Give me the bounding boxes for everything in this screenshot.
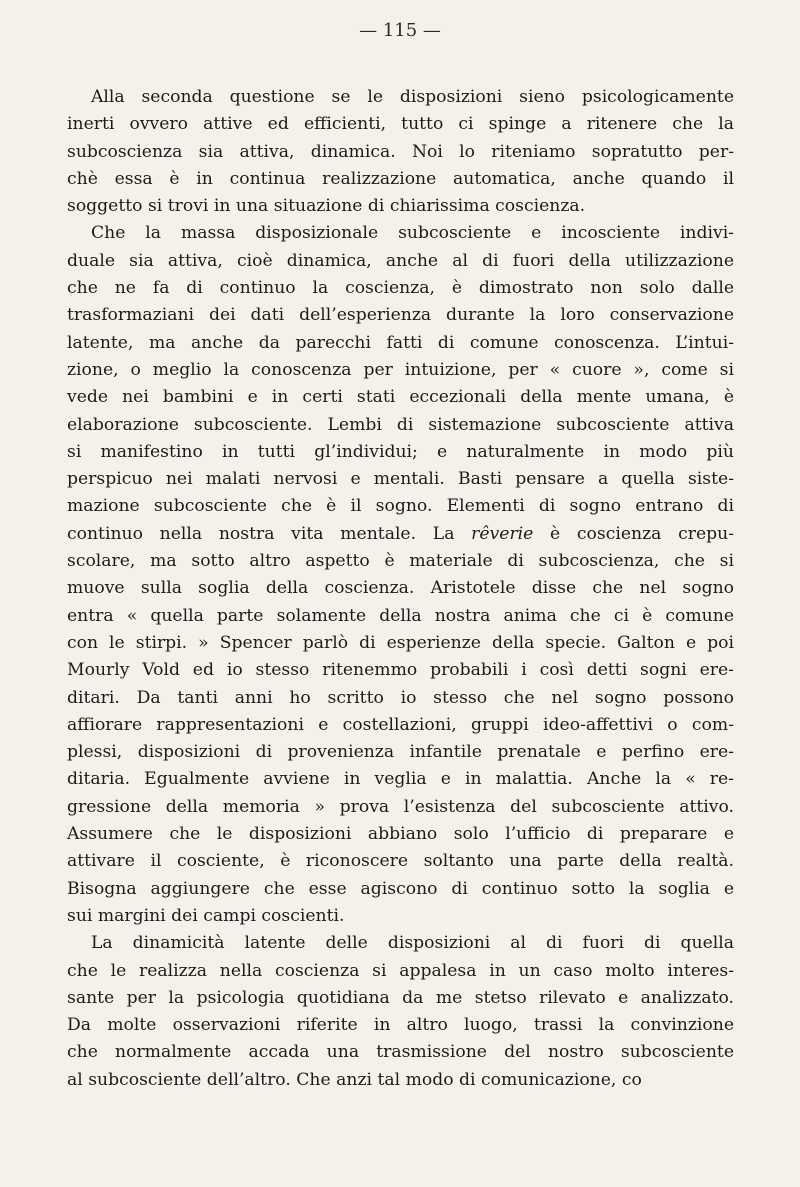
text-line: entra « quella parte solamente della nostra anima che ci è comune bbox=[67, 605, 734, 626]
text-line: mazione subcosciente che è il sogno. Elementi di sogno entrano di bbox=[67, 496, 734, 517]
text-line: continuo nella nostra vita mentale. La rêverie è coscienza crepu- bbox=[67, 523, 734, 544]
text-line: plessi, disposizioni di provenienza infantile prenatale e perfino ere- bbox=[67, 742, 734, 763]
text-line: perspicuo nei malati nervosi e mentali. Basti pensare a quella siste- bbox=[67, 469, 734, 490]
text-line: al subcosciente dell’altro. Che anzi tal modo di comunicazione, co bbox=[67, 1069, 642, 1090]
text-line: si manifestino in tutti gl’individui; e naturalmente in modo più bbox=[67, 441, 734, 462]
text-line: affiorare rappresentazioni e costellazioni, gruppi ideo-affettivi o com- bbox=[67, 714, 734, 735]
text-line: subcoscienza sia attiva, dinamica. Noi lo riteniamo sopratutto per- bbox=[67, 141, 734, 162]
text-line: ditari. Da tanti anni ho scritto io stesso che nel sogno possono bbox=[67, 687, 734, 708]
text-line: muove sulla soglia della coscienza. Aristotele disse che nel sogno bbox=[67, 578, 734, 599]
text-line: gressione della memoria » prova l’esistenza del subcosciente attivo. bbox=[67, 796, 734, 817]
text-line: La dinamicità latente delle disposizioni al di fuori di quella bbox=[91, 933, 734, 954]
body-text bbox=[67, 84, 734, 1094]
text-line: latente, ma anche da parecchi fatti di comune conoscenza. L’intui- bbox=[67, 332, 734, 353]
text-line: vede nei bambini e in certi stati eccezionali della mente umana, è bbox=[67, 387, 734, 408]
text-line: inerti ovvero attive ed efficienti, tutto ci spinge a ritenere che la bbox=[67, 114, 734, 135]
text-line: Da molte osservazioni riferite in altro luogo, trassi la convinzione bbox=[67, 1015, 734, 1036]
text-line: soggetto si trovi in una situazione di chiarissima coscienza. bbox=[67, 196, 586, 217]
text-line: che ne fa di continuo la coscienza, è dimostrato non solo dalle bbox=[67, 278, 734, 299]
italic-word: rêverie bbox=[471, 523, 534, 544]
text-line: attivare il cosciente, è riconoscere soltanto una parte della realtà. bbox=[67, 851, 734, 872]
text-line: ditaria. Egualmente avviene in veglia e in malattia. Anche la « re- bbox=[67, 769, 734, 790]
text-line: sante per la psicologia quotidiana da me stetso rilevato e analizzato. bbox=[67, 987, 734, 1008]
text-line: che le realizza nella coscienza si appalesa in un caso molto interes- bbox=[67, 960, 734, 981]
text-line: chè essa è in continua realizzazione automatica, anche quando il bbox=[67, 168, 734, 189]
text-line: sui margini dei campi coscienti. bbox=[67, 905, 345, 926]
text-line: elaborazione subcosciente. Lembi di sistemazione subcosciente attiva bbox=[67, 414, 734, 435]
text-line: zione, o meglio la conoscenza per intuizione, per « cuore », come si bbox=[67, 359, 734, 380]
text-line: duale sia attiva, cioè dinamica, anche al di fuori della utilizzazione bbox=[67, 250, 734, 271]
text-line: Alla seconda questione se le disposizioni sieno psicologicamente bbox=[91, 87, 734, 107]
text-line: con le stirpi. » Spencer parlò di esperienze della specie. Galton e poi bbox=[67, 632, 734, 653]
text-line: che normalmente accada una trasmissione del nostro subcosciente bbox=[67, 1042, 734, 1063]
text-line: Bisogna aggiungere che esse agiscono di continuo sotto la soglia e bbox=[67, 878, 734, 899]
text-line: Che la massa disposizionale subcosciente e incosciente indivi- bbox=[91, 223, 734, 244]
text-line: trasformaziani dei dati dell’esperienza durante la loro conservazione bbox=[67, 305, 734, 326]
page-number: — 115 — bbox=[359, 20, 441, 41]
text-line: Mourly Vold ed io stesso ritenemmo probabili i così detti sogni ere- bbox=[67, 660, 734, 681]
text-line: scolare, ma sotto altro aspetto è materiale di subcoscienza, che si bbox=[67, 551, 734, 572]
text-line: Assumere che le disposizioni abbiano solo l’ufficio di preparare e bbox=[67, 824, 734, 845]
